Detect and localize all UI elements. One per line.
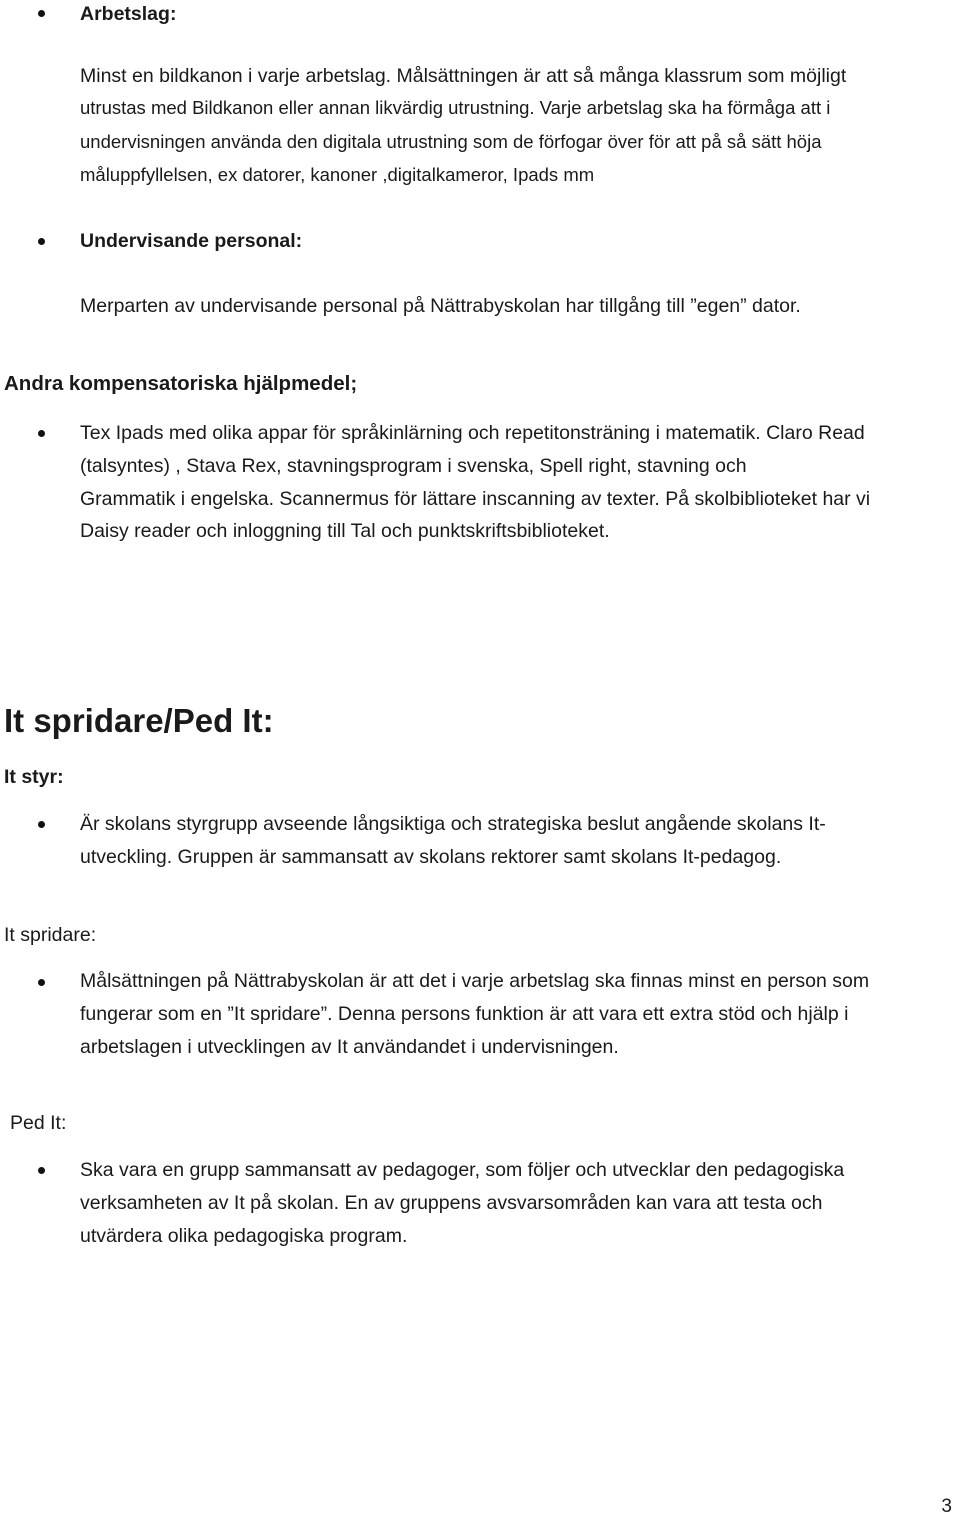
section-title-arbetslag: Arbetslag:	[80, 3, 177, 25]
page-number: 3	[941, 1496, 952, 1517]
it-styr-line-1: Är skolans styrgrupp avseende långsiktiga och strategiska beslut angående skolans It-	[80, 813, 826, 835]
andra-line-3: Grammatik i engelska. Scannermus för lättare inscanning av texter. På skolbiblioteket har vi	[80, 488, 871, 510]
andra-line-4: Daisy reader och inloggning till Tal och punktskriftsbiblioteket.	[80, 520, 610, 542]
it-spridare-line-3: arbetslagen i utvecklingen av It användandet i undervisningen.	[80, 1036, 619, 1058]
bullet-ped-it	[38, 1167, 45, 1174]
arbetslag-line-2-text: utrustas med Bildkanon eller annan likvärdig utrustning. Varje arbetslag ska ha förmåga att i	[80, 97, 831, 118]
arbetslag-line-2	[80, 96, 830, 120]
section-title-it-spridare: It spridare:	[4, 924, 97, 946]
andra-line-1: Tex Ipads med olika appar för språkinlärning och repetitonsträning i matematik. Claro Read	[80, 422, 865, 444]
it-spridare-line-1: Målsättningen på Nättrabyskolan är att det i varje arbetslag ska finnas minst en person som	[80, 970, 870, 992]
section-title-it-styr: It styr:	[4, 766, 64, 788]
section-title-undervisande: Undervisande personal:	[80, 230, 303, 252]
it-spridare-line-2: fungerar som en ”It spridare”. Denna persons funktion är att vara ett extra stöd och hjälp i	[80, 1003, 849, 1025]
arbetslag-line-3: undervisningen använda den digitala utrustning som de förfogar över för att på så sätt höja	[80, 131, 822, 152]
it-styr-line-2: utveckling. Gruppen är sammansatt av skolans rektorer samt skolans It-pedagog.	[80, 846, 782, 868]
ped-it-line-2: verksamheten av It på skolan. En av gruppens avsvarsområden kan vara att testa och	[80, 1192, 823, 1214]
andra-line-2: (talsyntes) , Stava Rex, stavningsprogram i svenska, Spell right, stavning och	[80, 455, 747, 477]
section-title-ped-it: Ped It:	[10, 1112, 67, 1134]
section-title-andra: Andra kompensatoriska hjälpmedel;	[4, 372, 358, 395]
arbetslag-line-1: Minst en bildkanon i varje arbetslag. Målsättningen är att så många klassrum som möjligt	[80, 65, 847, 87]
it-main-heading: It spridare/Ped It:	[4, 702, 274, 739]
arbetslag-line-4: måluppfyllelsen, ex datorer, kanoner ,digitalkameror, Ipads mm	[80, 164, 595, 185]
bullet-undervisande	[38, 238, 45, 245]
bullet-it-spridare	[38, 979, 45, 986]
ped-it-line-3: utvärdera olika pedagogiska program.	[80, 1225, 408, 1247]
bullet-arbetslag	[38, 10, 45, 17]
bullet-it-styr	[38, 821, 45, 828]
ped-it-line-1: Ska vara en grupp sammansatt av pedagoger, som följer och utvecklar den pedagogiska	[80, 1159, 845, 1181]
undervisande-text: Merparten av undervisande personal på Nättrabyskolan har tillgång till ”egen” dator.	[80, 295, 801, 317]
bullet-andra	[38, 430, 45, 437]
